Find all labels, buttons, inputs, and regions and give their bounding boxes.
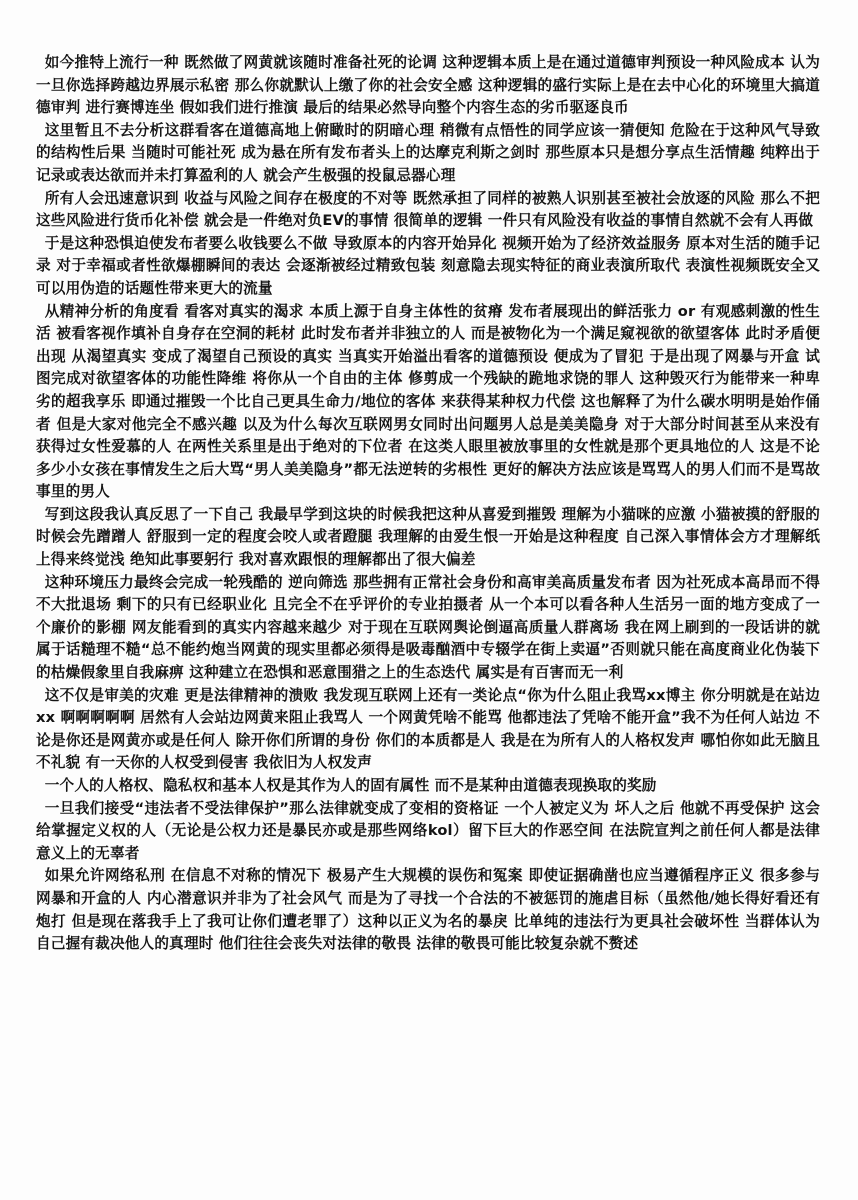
paragraph: 所有人会迅速意识到 收益与风险之间存在极度的不对等 既然承担了同样的被熟人识别甚至被社会放逐的风险 那么不把这些风险进行货币化补偿 就会是一件绝对负EV的事情 很简单的逻辑 一件只有风险没有收益的事情自然就不会有人再做 <box>36 189 820 230</box>
paragraph: 于是这种恐惧迫使发布者要么收钱要么不做 导致原本的内容开始异化 视频开始为了经济效益服务 原本对生活的随手记录 对于幸福或者性欲爆棚瞬间的表达 会逐渐被经过精致包装 刻意隐去现实特征的商业表演所取代 表演性视频既安全又可以用伪造的话题性带来更大的流量 <box>36 234 820 297</box>
paragraph: 这不仅是审美的灾难 更是法律精神的溃败 我发现互联网上还有一类论点“你为什么阻止我骂xx博主 你分明就是在站边xx 啊啊啊啊啊 居然有人会站边网黄来阻止我骂人 一个网黄凭啥不能骂 他都违法了凭啥不能开盒”我不为任何人站边 不论是你还是网黄亦或是任何人 除开你们所谓的身份 你们的本质都是人 我是在为所有人的人格权发声 哪怕你如此无脑且不礼貌 有一天你的人权受到侵害 我依旧为人权发声 <box>36 686 820 772</box>
paragraph: 一个人的人格权、隐私权和基本人权是其作为人的固有属性 而不是某种由道德表现换取的奖励 <box>44 777 657 794</box>
paragraph: 如今推特上流行一种 既然做了网黄就该随时准备社死的论调 这种逻辑本质上是在通过道德审判预设一种风险成本 认为一旦你选择跨越边界展示私密 那么你就默认上缴了你的社会安全感 这种逻辑的盛行实际上是在去中心化的环境里大搞道德审判 进行赛博连坐 假如我们进行推演 最后的结果必然导向整个内容生态的劣币驱逐良币 <box>36 54 820 117</box>
paragraph: 这里暂且不去分析这群看客在道德高地上俯瞰时的阴暗心理 稍微有点悟性的同学应该一猜便知 危险在于这种风气导致的结构性后果 当随时可能社死 成为悬在所有发布者头上的达摩克利斯之剑时 那些原本只是想分享点生活情趣 纯粹出于记录或表达欲而并未打算盈利的人 就会产生极强的投鼠忌器心理 <box>36 121 820 184</box>
paragraph: 一旦我们接受“违法者不受法律保护”那么法律就变成了变相的资格证 一个人被定义为 坏人之后 他就不再受保护 这会给掌握定义权的人（无论是公权力还是暴民亦或是那些网络kol）留下巨大的作恶空间 在法院宣判之前任何人都是法律意义上的无辜者 <box>36 799 820 862</box>
paragraph: 这种环境压力最终会完成一轮残酷的 逆向筛选 那些拥有正常社会身份和高审美高质量发布者 因为社死成本高昂而不得不大批退场 剩下的只有已经职业化 且完全不在乎评价的专业拍摄者 从一个本可以看各种人生活另一面的地方变成了一个廉价的影棚 网友能看到的真实内容越来越少 对于现在互联网舆论倒逼高质量人群离场 我在网上刷到的一段话讲的就属于话糙理不糙“总不能约炮当网黄的现实里都必须得是吸毒酗酒中专辍学在街上卖逼”否则就只能在高度商业化伪装下的枯燥假象里自我麻痹 这种建立在恐惧和恶意围猎之上的生态迭代 属实是有百害而无一利 <box>36 573 820 682</box>
paragraph: 如果允许网络私刑 在信息不对称的情况下 极易产生大规模的误伤和冤案 即使证据确凿也应当遵循程序正义 很多参与网暴和开盒的人 内心潜意识并非为了社会风气 而是为了寻找一个合法的不被惩罚的施虐目标（虽然他/她长得好看还有炮打 但是现在落我手上了我可让你们遭老罪了）这种以正义为名的暴戾 比单纯的违法行为更具社会破坏性 当群体认为自己握有裁决他人的真理时 他们往往会丧失对法律的敬畏 法律的敬畏可能比较复杂就不赘述 <box>36 867 820 953</box>
essay-body <box>36 52 820 956</box>
paragraph: 写到这段我认真反思了一下自己 我最早学到这块的时候我把这种从喜爱到摧毁 理解为小猫咪的应激 小猫被摸的舒服的时候会先蹭蹭人 舒服到一定的程度会咬人或者蹬腿 我理解的由爱生恨一开始是这种程度 自己深入事情体会方才理解纸上得来终觉浅 绝知此事要躬行 我对喜欢跟恨的理解都出了很大偏差 <box>36 505 820 569</box>
paragraph: 从精神分析的角度看 看客对真实的渴求 本质上源于自身主体性的贫瘠 发布者展现出的鲜活张力 or 有观感刺激的性生活 被看客视作填补自身存在空洞的耗材 此时发布者并非独立的人 而是被物化为一个满足窥视欲的欲望客体 此时矛盾便出现 从渴望真实 变成了渴望自己预设的真实 当真实开始溢出看客的道德预设 便成为了冒犯 于是出现了网暴与开盒 试图完成对欲望客体的功能性降维 将你从一个自由的主体 修剪成一个残缺的跪地求饶的罪人 这种毁灭行为能带来一种卑劣的超我享乐 即通过摧毁一个比自己更具生命力/地位的客体 来获得某种权力代偿 这也解释了为什么碳水明明是始作俑者 但是大家对他完全不感兴趣 以及为什么每次互联网男女同时出问题男人总是美美隐身 对于大部分时间甚至从来没有获得过女性爱慕的人 在两性关系里是出于绝对的下位者 在这类人眼里被放事里的女性就是那个更具地位的人 这是不论多少小女孩在事情发生之后大骂“男人美美隐身”都无法逆转的劣根性 更好的解决方法应该是骂骂人的男人们而不是骂故事里的男人 <box>36 302 820 501</box>
